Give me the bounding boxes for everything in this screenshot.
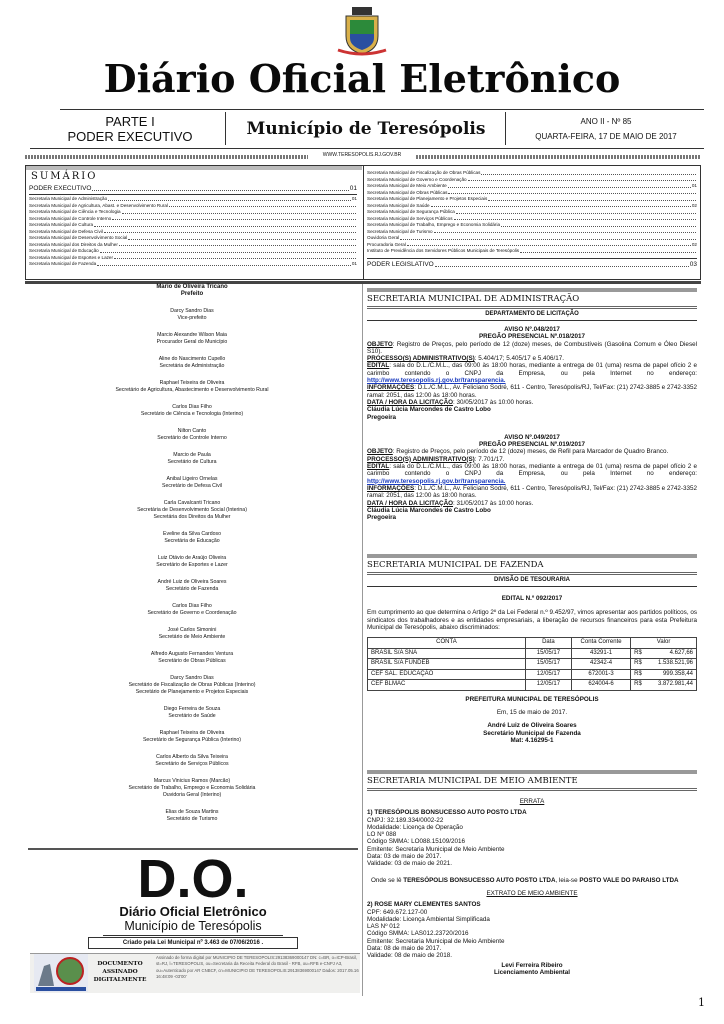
notice-label: OBJETO <box>367 448 393 456</box>
dot-leader <box>112 216 356 221</box>
cell-conta: BRASIL S/A SNA <box>368 648 526 659</box>
edital-paragraph: Em cumprimento ao que determina o Artigo 2º da Lei Federal n.º 9.452/97, vimos apresentar aos partidos políticos, os sindicatos dos trabalhadores e as entidades empresariais, a liberação de recursos financeiros para esta Prefeitura Municipal de Teresópolis, abaixo discriminados: <box>367 609 697 631</box>
official-entry <box>28 730 356 744</box>
official-role: Procurador Geral do Município <box>156 339 228 345</box>
section-band <box>367 554 697 558</box>
official-entry <box>28 476 356 490</box>
detail-line: Emitente: Secretaria Municipal de Meio Ambiente <box>367 845 505 853</box>
summary-page: 02 <box>691 241 697 247</box>
official-entry <box>28 531 356 545</box>
notice-text: : Registro de Preços, pelo período de 12 (doze) meses, de Combustíveis (Gasolina Comum e Óleo Diesel S10). <box>367 340 697 355</box>
fazenda-content <box>367 595 697 744</box>
signer-role: Licenciamento Ambiental <box>493 968 571 976</box>
section-title-fazenda: SECRETARIA MUNICIPAL DE FAZENDA <box>367 560 697 575</box>
do-logo: D.O. <box>28 848 358 906</box>
detail-line: Validade: 08 de maio de 2018. <box>367 952 452 960</box>
notice-label: PROCESSO(S) ADMINISTRATIVO(S) <box>367 355 475 363</box>
branch-name: PODER EXECUTIVO <box>67 129 193 144</box>
official-name: Carlos Dias Filho <box>172 404 212 410</box>
summary-label: Secretaria Municipal de Segurança Pública <box>367 209 455 214</box>
cell-valor: 1.538.521,96 <box>647 659 697 670</box>
official-name: Carlos Alberto da Silva Teixeira <box>156 754 228 760</box>
notice-label: INFORMAÇÕES <box>367 384 415 392</box>
official-entry <box>28 308 356 322</box>
detail-line: Modalidade: Licença Ambiental Simplificada <box>367 915 490 923</box>
part-label <box>40 114 220 144</box>
cell-data: 15/05/17 <box>525 648 571 659</box>
errata-title: ERRATA <box>519 798 545 805</box>
official-name: Luiz Otávio de Araújo Oliveira <box>157 555 227 561</box>
table-row <box>368 680 697 691</box>
dot-leader <box>104 229 356 234</box>
cell-data: 12/05/17 <box>525 669 571 680</box>
divider <box>363 166 364 279</box>
official-entry <box>28 452 356 466</box>
official-name: Mario de Oliveira Tricano <box>156 284 228 290</box>
official-name: Raphael Teixeira de Oliveira <box>159 380 225 386</box>
summary-label: Secretaria Municipal de Educação <box>29 248 99 253</box>
summary-label: Secretaria Municipal de Cultura <box>29 222 94 227</box>
dot-leader <box>169 203 356 208</box>
signer-name: André Luiz de Oliveira Soares <box>487 722 577 730</box>
summary-right-list <box>367 170 697 255</box>
summary-label: Secretaria Municipal de Trabalho, Emprego e Economia Solidária <box>367 222 501 227</box>
correction-text <box>367 877 697 884</box>
notice-label: DATA / HORA DA LICITAÇÃO <box>367 499 454 507</box>
accounts-table <box>367 637 697 691</box>
signer-name: Cláudia Lúcia Marcondes de Castro Lobo <box>367 506 491 514</box>
cell-conta-corrente: 42342-4 <box>571 659 630 670</box>
notice-text: : Registro de Preços, pelo período de 12 (doze) meses, de Refil para Marcador de Quadro Branco. <box>392 448 669 456</box>
notice-edital <box>367 463 697 485</box>
official-role: Secretário de Planejamento e Projetos Especiais <box>135 689 249 695</box>
dot-leader <box>501 222 696 227</box>
official-entry <box>28 651 356 665</box>
dot-leader <box>468 177 696 182</box>
official-entry <box>28 332 356 346</box>
official-role: Secretário de Agricultura, Abastecimento e Desenvolvimento Rural <box>115 387 269 393</box>
summary-page: 02 <box>691 202 697 208</box>
official-role: Ouvidoria Geral (Interino) <box>162 792 222 798</box>
notice-label: OBJETO <box>367 340 393 348</box>
notice-info <box>367 384 697 399</box>
dot-leader <box>94 222 356 227</box>
signer-name: Levi Ferreira Ribeiro <box>501 961 563 969</box>
col-data: Data <box>525 638 571 649</box>
column-divider <box>362 284 363 996</box>
summary-page: 03 <box>689 260 697 268</box>
official-name: André Luiz de Oliveira Soares <box>157 579 227 585</box>
notice-objeto <box>367 448 697 455</box>
official-name: Raphael Teixeira de Oliveira <box>159 730 225 736</box>
signer-registration: Mat: 4.16295-1 <box>510 736 554 744</box>
detail-line: Modalidade: Licença de Operação <box>367 823 463 831</box>
dot-leader <box>448 190 696 195</box>
summary-item[interactable] <box>367 248 697 255</box>
text: , leia-se <box>555 876 580 884</box>
official-entry <box>28 603 356 617</box>
prefeitura-label: PREFEITURA MUNICIPAL DE TERESÓPOLIS <box>465 695 599 703</box>
notice-text: : D.L./C.M.L., Av. Feliciano Sodré, 611 - Centro, Teresópolis/RJ, Tel/Fax: (21) 2742-3885 e 2742-3352 ramal: 2051, das 12:00 às 18:00 horas. <box>367 384 697 399</box>
official-role: Secretário de Esportes e Lazer <box>156 562 228 568</box>
official-role: Secretário de Segurança Pública (Interino) <box>142 737 242 743</box>
official-role: Prefeito <box>180 291 204 297</box>
dot-leader <box>128 235 356 240</box>
aviso-number: AVISO Nº.048/2017 <box>504 326 560 333</box>
cell-currency: R$ <box>631 648 647 659</box>
notice <box>367 326 697 421</box>
cell-conta-corrente: 43291-1 <box>571 648 630 659</box>
official-name: Anibal Ligeiro Ornelas <box>166 476 218 482</box>
official-name: Diego Ferreira de Souza <box>163 706 221 712</box>
item2-title: 2) ROSE MARY CLEMENTES SANTOS <box>367 901 481 909</box>
dot-leader <box>434 229 696 234</box>
page-number: 1 <box>698 996 705 1009</box>
detail-line: Validade: 03 de maio de 2021. <box>367 860 452 868</box>
summary-page: 01 <box>691 183 697 188</box>
official-name: Eveline da Silva Cardoso <box>163 531 221 537</box>
summary-label: Secretaria Municipal de Esportes e Lazer <box>29 254 114 260</box>
official-entry <box>28 555 356 569</box>
cell-data: 15/05/17 <box>525 659 571 670</box>
official-name: Nilton Canto <box>177 428 207 434</box>
cell-conta: CEF SAL. EDUCAÇÃO <box>368 669 526 680</box>
website-link[interactable]: WWW.TERESOPOLIS.RJ.GOV.BR <box>322 152 402 158</box>
official-role: Secretário de Ciência e Tecnologia (Interino) <box>140 411 244 417</box>
official-name: Marcio de Paula <box>173 452 211 458</box>
detail-line: Data: 03 de maio de 2017. <box>367 853 442 861</box>
official-role: Secretária dos Direitos da Mulher <box>153 514 231 520</box>
cell-conta: CEF BLMAC <box>368 680 526 691</box>
section-band <box>367 288 697 292</box>
edition-date: QUARTA-FEIRA, 17 DE MAIO DE 2017 <box>535 132 677 141</box>
item1-title: 1) TERESÓPOLIS BONSUCESSO AUTO POSTO LTDA <box>367 809 527 817</box>
transparency-link[interactable]: http://www.teresopolis.rj.gov.br/transparencia. <box>367 377 506 385</box>
official-entry <box>28 706 356 720</box>
summary-label: Procuradoria Geral <box>367 241 406 247</box>
summary-page: 01 <box>351 261 357 266</box>
cell-valor: 999.358,44 <box>647 669 697 680</box>
detail-line: CPF: 649.672.127-00 <box>367 908 428 916</box>
summary-label: Secretaria Municipal de Fazenda <box>29 261 97 266</box>
section-title-meio-ambiente: SECRETARIA MUNICIPAL DE MEIO AMBIENTE <box>367 776 697 791</box>
official-name: José Carlos Simonini <box>167 627 217 633</box>
summary-label: PODER EXECUTIVO <box>29 185 92 192</box>
dot-leader <box>481 170 696 175</box>
do-name: Diário Oficial Eletrônico <box>119 904 267 919</box>
extrato-title: EXTRATO DE MEIO AMBIENTE <box>486 889 578 897</box>
official-role: Secretário de Fazenda <box>165 586 219 592</box>
detail-line: CNPJ: 32.189.334/0002-22 <box>367 816 444 824</box>
detail-line: Código SMMA: LO088.15109/2016 <box>367 838 466 846</box>
summary-left-list <box>29 196 357 268</box>
official-role: Secretário de Serviços Públicos <box>155 761 229 767</box>
official-entry <box>28 356 356 370</box>
signer-role: Secretário Municipal de Fazenda <box>483 729 581 737</box>
divider <box>367 258 697 259</box>
part-number: PARTE I <box>105 114 155 129</box>
official-entry <box>28 284 356 298</box>
summary-left <box>29 184 357 268</box>
dot-leader <box>488 196 696 201</box>
official-role: Secretário de Trabalho, Emprego e Economia Solidária <box>128 785 256 791</box>
divider <box>29 194 357 195</box>
official-entry <box>28 428 356 442</box>
dept-title: DEPARTAMENTO DE LICITAÇÃO <box>367 310 697 321</box>
cell-valor: 4.627,66 <box>647 648 697 659</box>
official-entry <box>28 675 356 696</box>
official-entry <box>28 500 356 521</box>
aviso-number: AVISO Nº.049/2017 <box>504 433 560 441</box>
item1-details <box>367 817 697 868</box>
official-entry <box>28 627 356 641</box>
summary-label: Secretaria Municipal de Ciência e Tecnologia <box>29 209 121 214</box>
official-entry <box>28 404 356 418</box>
notice-edital <box>367 362 697 384</box>
official-name: Darcy Sandro Dias <box>170 675 214 681</box>
notice-label: PROCESSO(S) ADMINISTRATIVO(S) <box>367 455 475 463</box>
notice-text: : D.L./C.M.L., Av. Feliciano Sodré, 611 - Centro, Teresópolis/RJ, Tel/Fax: (21) 2742-3885 e 2742-3352 ramal: 2051, das 12:00 às 18:00 horas. <box>367 484 697 500</box>
notice-data <box>367 399 697 406</box>
cell-valor: 3.872.981,44 <box>647 680 697 691</box>
dot-leader <box>108 196 351 201</box>
official-role: Secretário de Saúde <box>168 713 216 719</box>
detail-line: Emitente: Secretaria Municipal de Meio Ambiente <box>367 937 505 945</box>
dot-leader <box>456 209 696 214</box>
edition-info <box>508 114 704 144</box>
summary-label: Secretaria Municipal de Meio Ambiente <box>367 183 447 188</box>
divider <box>60 109 704 110</box>
dot-leader <box>448 183 691 188</box>
summary-label: Secretaria Municipal de Agricultura, Abast. e Desenvolvimento Rural <box>29 202 168 208</box>
item2-details <box>367 909 697 960</box>
table-row <box>368 669 697 680</box>
summary-page: 01 <box>351 196 357 201</box>
official-name: Carla Cavalcanti Tricano <box>163 500 221 506</box>
official-role: Secretário de Meio Ambiente <box>158 634 226 640</box>
official-name: Elias de Souza Martins <box>165 809 219 815</box>
dot-leader <box>100 248 356 253</box>
official-role: Secretário de Controle Interno <box>157 435 227 441</box>
signature-seal-icon <box>34 954 88 992</box>
notice-text: : sala do D.L./C.M.L., das 09:00 às 18:00 horas, mediante a entrega de 01 (uma) resma de papel ofício 2 e carimbo contendo o CNPJ da Empresa, ou pela Internet no endereço: <box>367 463 697 478</box>
notice-text: : 30/05/2017 às 10:00 horas. <box>453 398 534 406</box>
summary-band <box>26 166 362 170</box>
official-name: Carlos Dias Filho <box>172 603 212 609</box>
divider <box>505 112 506 145</box>
dot-leader <box>400 235 696 240</box>
table-row <box>368 659 697 670</box>
notice-text: : 5.404/17; 5.405/17 e 5.406/17. <box>474 355 565 363</box>
signer-role: Pregoeira <box>367 413 397 421</box>
summary-label: Secretaria Municipal de Saúde <box>367 202 430 208</box>
official-role: Secretário de Cultura <box>167 459 217 465</box>
official-name: Aline do Nascimento Cupello <box>158 356 226 362</box>
cell-data: 12/05/17 <box>525 680 571 691</box>
detail-line: LAS Nº 012 <box>367 923 400 931</box>
dot-leader <box>520 248 696 253</box>
cell-conta-corrente: 672001-3 <box>571 669 630 680</box>
official-name: Darcy Sandro Dias <box>170 308 214 314</box>
dot-leader <box>454 216 696 221</box>
official-role: Secretária de Administração <box>159 363 225 369</box>
municipal-crest-icon <box>336 6 388 56</box>
detail-line: Data: 08 de maio de 2017. <box>367 945 442 953</box>
do-municipality: Município de Teresópolis <box>103 919 283 936</box>
cell-conta-corrente: 624004-6 <box>571 680 630 691</box>
official-entry <box>28 380 356 394</box>
notice-text: : 31/05/2017 às 10:00 horas. <box>453 499 534 507</box>
summary-label: Secretaria Municipal de Controle Interno <box>29 215 112 221</box>
summary-item[interactable] <box>29 261 357 268</box>
summary-label: Secretaria Municipal de Obras Públicas <box>367 189 448 195</box>
col-conta: CONTA <box>368 638 526 649</box>
notice-label: INFORMAÇÕES <box>367 484 415 492</box>
summary-label: Secretaria Municipal de Defesa Civil <box>29 228 103 234</box>
summary-label: Secretaria Municipal de Administração <box>29 196 108 201</box>
summary-label: Secretaria Municipal de Serviços Públicos <box>367 215 453 221</box>
divider <box>225 112 226 145</box>
edital-title: EDITAL N.º 092/2017 <box>501 595 563 602</box>
newspaper-title: Diário Oficial Eletrônico <box>103 56 621 101</box>
dot-leader <box>119 242 356 247</box>
officials-list <box>28 284 356 833</box>
notice-info <box>367 485 697 500</box>
summary-executive-link[interactable] <box>29 184 357 193</box>
official-name: Alfredo Augusto Fernandes Ventura <box>150 651 234 657</box>
signer-name: Cláudia Lúcia Marcondes de Castro Lobo <box>367 406 491 414</box>
summary-label: Secretaria Municipal de Desenvolvimento Social <box>29 235 128 240</box>
official-role: Secretário de Governo e Coordenação <box>147 610 237 616</box>
decorative-border <box>416 155 700 159</box>
notice-text: : 7.701/17. <box>474 455 505 463</box>
notice-label: EDITAL <box>367 463 390 471</box>
official-role: Secretário de Fiscalização de Obras Públicas (Interino) <box>128 682 256 688</box>
signed-label: DOCUMENTO ASSINADO DIGITALMENTE <box>93 961 147 983</box>
signing-date: Em, 15 de maio de 2017. <box>496 708 568 716</box>
official-entry <box>28 809 356 823</box>
notice-processo <box>367 355 697 362</box>
summary-label: PODER LEGISLATIVO <box>367 260 434 268</box>
text: Onde se lê <box>371 876 404 884</box>
detail-line: Código SMMA: LAS012.23720/2016 <box>367 930 469 938</box>
notices <box>367 326 697 534</box>
summary-label: Secretaria Municipal de Governo e Coordenação <box>367 176 467 182</box>
old-name: TERESÓPOLIS BONSUCESSO AUTO POSTO LTDA <box>403 876 556 884</box>
notice <box>367 434 697 522</box>
notice-label: DATA / HORA DA LICITAÇÃO <box>367 398 454 406</box>
pregao-number: PREGÃO PRESENCIAL Nº.019/2017 <box>478 441 586 449</box>
section-title-administracao: SECRETARIA MUNICIPAL DE ADMINISTRAÇÃO <box>367 294 697 309</box>
signature-details: Assinado de forma digital por MUNICIPIO DE TERESOPOLIS:29138369000147 DN: c=BR, o=ICP-Brasil, st=RJ, l=TERESOPOLIS, ou=Secretaria da Receita Federal do Brasil - RFB, ou=RFB e-CNPJ A3, ou=Autenticado por AR CNBCF, cn=MUNICIPIO DE TERESOPOLIS:29138369000147 Dados: 2017.05.16 16:48:09 -03'00' <box>156 955 359 979</box>
summary-label: Instituto de Previdência dos Servidores Públicos Municipais de Teresópolis <box>367 248 520 253</box>
summary-label: Secretaria Municipal de Planejamento e Projetos Especiais <box>367 196 488 201</box>
summary-title: SUMÁRIO <box>31 171 98 182</box>
cell-conta: BRASIL S/A FUNDEB <box>368 659 526 670</box>
dot-leader <box>122 209 356 214</box>
cell-currency: R$ <box>631 659 647 670</box>
official-entry <box>28 778 356 799</box>
summary-label: Ouvidoria Geral <box>367 235 400 240</box>
summary-right <box>367 170 697 269</box>
notice-objeto <box>367 341 697 356</box>
decorative-border <box>25 155 308 159</box>
official-entry <box>28 579 356 593</box>
summary-page: 01 <box>349 185 357 192</box>
summary-label: Secretaria Municipal dos Direitos da Mulher <box>29 241 118 247</box>
edition-number: ANO II - Nº 85 <box>580 117 632 126</box>
summary-box <box>25 165 701 280</box>
official-role: Secretária de Desenvolvimento Social (Interina) <box>137 507 247 513</box>
divider <box>30 148 704 149</box>
transparency-link[interactable]: http://www.teresopolis.rj.gov.br/transparencia. <box>367 477 506 485</box>
dot-leader <box>431 203 691 208</box>
official-role: Vice-prefeito <box>177 315 207 321</box>
notice-text: : sala do D.L./C.M.L., das 09:00 às 18:00 horas, mediante a entrega de 01 (uma) resma de papel ofício 2 e carimbo contendo o CNPJ da Empresa, ou pela Internet no endereço: <box>367 362 697 377</box>
new-name: POSTO VALE DO PARAISO LTDA <box>579 876 679 884</box>
creation-law: Criado pela Lei Municipal nº 3.463 de 07/06/2016 . <box>88 937 298 949</box>
dot-leader <box>407 242 691 247</box>
summary-label: Secretaria Municipal de Fiscalização de Obras Públicas <box>367 170 481 175</box>
notice-data <box>367 500 697 507</box>
official-role: Secretário de Obras Públicas <box>158 658 226 664</box>
col-valor: Valor <box>631 638 697 649</box>
table-row <box>368 648 697 659</box>
official-name: Marcio Alexandre Wilson Maia <box>157 332 227 338</box>
pregao-number: PREGÃO PRESENCIAL Nº.018/2017 <box>478 333 586 341</box>
notice-processo <box>367 456 697 463</box>
official-entry <box>28 754 356 768</box>
official-role: Secretário de Defesa Civil <box>162 483 222 489</box>
cell-currency: R$ <box>631 680 647 691</box>
notice-label: EDITAL <box>367 362 390 370</box>
cell-currency: R$ <box>631 669 647 680</box>
table-header-row <box>368 638 697 649</box>
meio-content <box>367 798 697 976</box>
signer-role: Pregoeira <box>367 514 397 522</box>
dot-leader <box>114 255 356 260</box>
official-role: Secretária de Educação <box>164 538 220 544</box>
col-conta-corrente: Conta Corrente <box>571 638 630 649</box>
section-band <box>367 770 697 774</box>
summary-legislative-link[interactable] <box>367 260 697 269</box>
municipality-title: Município de Teresópolis <box>246 119 486 139</box>
summary-label: Secretaria Municipal de Turismo <box>367 228 433 234</box>
detail-line: LO Nº 088 <box>367 831 397 839</box>
division-title: DIVISÃO DE TESOURARIA <box>367 576 697 587</box>
official-name: Marcus Vinicius Ramos (Marcão) <box>153 778 231 784</box>
official-role: Secretário de Turismo <box>166 816 218 822</box>
dot-leader <box>97 261 351 266</box>
